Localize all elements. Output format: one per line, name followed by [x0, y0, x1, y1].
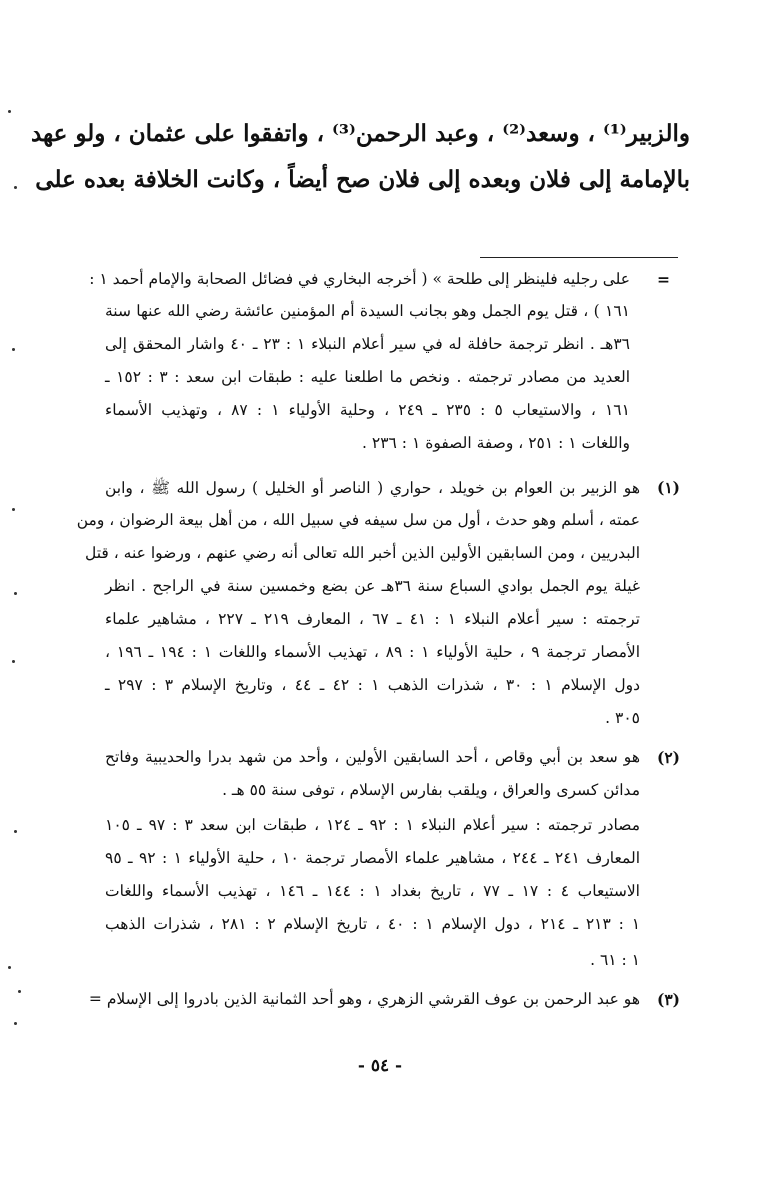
scan-speck [14, 186, 17, 189]
footnote-1-line: غيلة يوم الجمل بوادي السباع سنة ٣٦هـ عن بضع وخمسين سنة في الراجح . انظر [105, 577, 640, 595]
footnote-separator [480, 257, 678, 258]
continuation-mark: = [657, 270, 670, 289]
footnote-1-line: الأمصار ترجمة ٩ ، حلية الأولياء ١ : ٨٩ ، تهذيب الأسماء واللغات ١ : ١٩٤ ـ ١٩٦ ، [105, 643, 641, 661]
page-number: - ٥٤ - [357, 1056, 403, 1076]
scan-speck [14, 592, 17, 595]
footnote-2-line: هو سعد بن أبي وقاص ، أحد السابقين الأولين ، وأحد من شهد بدرا والحديبية وفاتح [105, 748, 640, 766]
footnote-1-line: عمته ، أسلم وهو حدث ، أول من سل سيفه في سبيل الله ، من أهل بيعة الرضوان ، ومن [76, 511, 640, 529]
scan-speck [14, 830, 17, 833]
footnote-2-line: مدائن كسرى والعراق ، ويلقب بفارس الإسلام ، توفى سنة ٥٥ هـ . [222, 781, 640, 799]
footnote-1-line: ترجمته : سير أعلام النبلاء ١ : ٤١ ـ ٦٧ ، المعارف ٢١٩ ـ ٢٢٧ ، مشاهير علماء [105, 610, 640, 628]
scan-speck [18, 990, 21, 993]
scan-speck [14, 1022, 17, 1025]
footnote-2-line: المعارف ٢٤١ ـ ٢٤٤ ، مشاهير علماء الأمصار ترجمة ١٠ ، حلية الأولياء ١ : ٩٢ ـ ٩٥ [105, 849, 640, 867]
footnote-2-line: الاستيعاب ٤ : ١٧ ـ ٧٧ ، تاريخ بغداد ١ : ١٤٤ ـ ١٤٦ ، تهذيب الأسماء واللغات [105, 882, 640, 900]
footnote-1-line: دول الإسلام ١ : ٣٠ ، شذرات الذهب ١ : ٤٢ ـ ٤٤ ، وتاريخ الإسلام ٣ : ٢٩٧ ـ [105, 676, 641, 694]
continuation-line: ٣٦هـ . انظر ترجمة حافلة له في سير أعلام النبلاء ١ : ٢٣ ـ ٤٠ واشار المحقق إلى [105, 335, 630, 353]
footnote-1-line: هو الزبير بن العوام بن خويلد ، حواري ( الناصر أو الخليل ) رسول الله ﷺ ، وابن [105, 479, 640, 497]
footnote-2-line: ١ : ٢١٣ ـ ٢١٤ ، دول الإسلام ١ : ٤٠ ، تاريخ الإسلام ٢ : ٢٨١ ، شذرات الذهب [105, 915, 641, 933]
footnote-1-marker: (١) [656, 478, 680, 497]
scan-speck [8, 966, 11, 969]
footnote-1-line: ٣٠٥ . [605, 709, 640, 727]
footnote-1-line: البدريين ، ومن السابقين الأولين الذين أخبر الله تعالى أنه رضي عنهم ، ورضوا عنه ، قتل [85, 544, 640, 562]
continuation-line: على رجليه فلينظر إلى طلحة » ( أخرجه البخاري في فضائل الصحابة والإمام أحمد ١ : [89, 270, 630, 288]
footnote-2-line: ١ : ٦١ . [590, 951, 640, 969]
scan-speck [8, 110, 11, 113]
main-text-line-2: بالإمامة إلى فلان وبعده إلى فلان صح أيضاً ، وكانت الخلافة بعده على [35, 166, 690, 193]
footnote-3-line: هو عبد الرحمن بن عوف القرشي الزهري ، وهو أحد الثمانية الذين بادروا إلى الإسلام = [88, 990, 640, 1008]
scan-speck [12, 508, 15, 511]
footnote-3-marker: (٣) [656, 990, 680, 1009]
continuation-line: العديد من مصادر ترجمته . ونخص ما اطلعنا عليه : طبقات ابن سعد : ٣ : ١٥٢ ـ [105, 368, 631, 386]
footnote-2-marker: (٢) [656, 748, 680, 767]
main-text-line-1: والزبير⁽¹⁾ ، وسعد⁽²⁾ ، وعبد الرحمن⁽³⁾ ، واتفقوا على عثمان ، ولو عهد [30, 120, 690, 147]
footnote-2-line: مصادر ترجمته : سير أعلام النبلاء ١ : ٩٢ ـ ١٢٤ ، طبقات ابن سعد ٣ : ٩٧ ـ ١٠٥ [105, 816, 641, 834]
continuation-line: واللغات ١ : ٢٥١ ، وصفة الصفوة ١ : ٢٣٦ . [362, 434, 630, 452]
scan-speck [12, 660, 15, 663]
scan-speck [12, 348, 15, 351]
continuation-line: ١٦١ ، والاستيعاب ٥ : ٢٣٥ ـ ٢٤٩ ، وحلية الأولياء ١ : ٨٧ ، وتهذيب الأسماء [105, 401, 630, 419]
continuation-line: ١٦١ ) ، قتل يوم الجمل وهو بجانب السيدة أم المؤمنين عائشة رضي الله عنها سنة [105, 302, 630, 320]
